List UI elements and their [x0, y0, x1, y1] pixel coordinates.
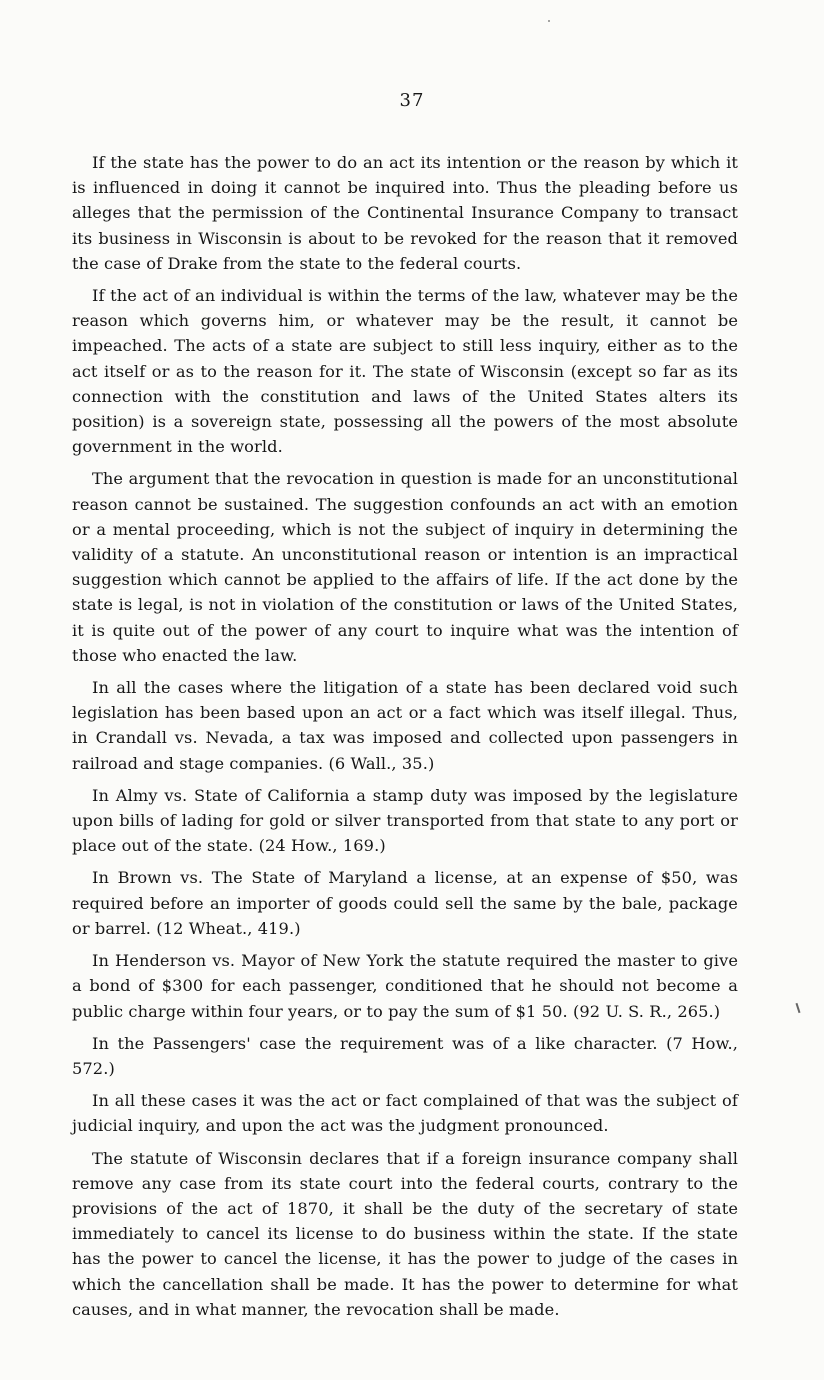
paragraph: In Almy vs. State of California a stamp duty was imposed by the legislature upon bills of lading for gold or silver transported from that state to any port or place out of the state. (24 How., 169.)	[72, 785, 738, 856]
paper-speck	[548, 20, 550, 22]
paragraph: In Brown vs. The State of Maryland a license, at an expense of $50, was required before an importer of goods could sell the same by the bale, package or barrel. (12 Wheat., 419.)	[72, 868, 738, 938]
paragraph: The statute of Wisconsin declares that if a foreign insurance company shall remove any case from its state court into the federal courts, contrary to the provisions of the act of 1870, it shall be the duty of the secretary of state immediately to cancel its license to do business within the state. If the state has the power to cancel the license, it has the power to judge of the cases in which the cancellation shall be made. It has the power to determine for what causes, and in what manner, the revocation shall be made.	[72, 1148, 738, 1319]
paragraph: In Henderson vs. Mayor of New York the statute required the master to give a bond of $300 for each passenger, conditioned that he should not become a public charge within four years, or to pay the sum of $1 50. (92 U. S. R., 265.)	[72, 951, 738, 1021]
paragraph: In all these cases it was the act or fact complained of that was the subject of judicial inquiry, and upon the act was the judgment pronounced.	[72, 1091, 738, 1136]
margin-mark	[796, 1003, 801, 1013]
body-text	[72, 150, 738, 1329]
paragraph: If the act of an individual is within the terms of the law, whatever may be the reason which governs him, or whatever may be the result, it cannot be impeached. The acts of a state are subject to still less inquiry, either as to the act itself or as to the reason for it. The state of Wisconsin (except so far as its connection with the constitution and laws of the United States alters its position) is a sovereign state, possessing all the powers of the most absolute government in the world.	[72, 286, 738, 457]
page-number: 37	[399, 90, 425, 111]
paragraph: In the Passengers' case the requirement was of a like character. (7 How., 572.)	[72, 1033, 738, 1078]
paragraph: The argument that the revocation in question is made for an unconstitutional reason cannot be sustained. The suggestion confounds an act with an emotion or a mental proceeding, which is not the subject of inquiry in determining the validity of a statute. An unconstitutional reason or intention is an impractical suggestion which cannot be applied to the affairs of life. If the act done by the state is legal, is not in violation of the constitution or laws of the United States, it is quite out of the power of any court to inquire what was the intention of those who enacted the law.	[72, 469, 738, 665]
paragraph: If the state has the power to do an act its intention or the reason by which it is influenced in doing it cannot be inquired into. Thus the pleading before us alleges that the permission of the Continental Insurance Company to transact its business in Wisconsin is about to be revoked for the reason that it removed the case of Drake from the state to the federal courts.	[72, 153, 738, 273]
paragraph: In all the cases where the litigation of a state has been declared void such legislation has been based upon an act or a fact which was itself illegal. Thus, in Crandall vs. Nevada, a tax was imposed and collected upon passengers in railroad and stage companies. (6 Wall., 35.)	[72, 678, 738, 773]
